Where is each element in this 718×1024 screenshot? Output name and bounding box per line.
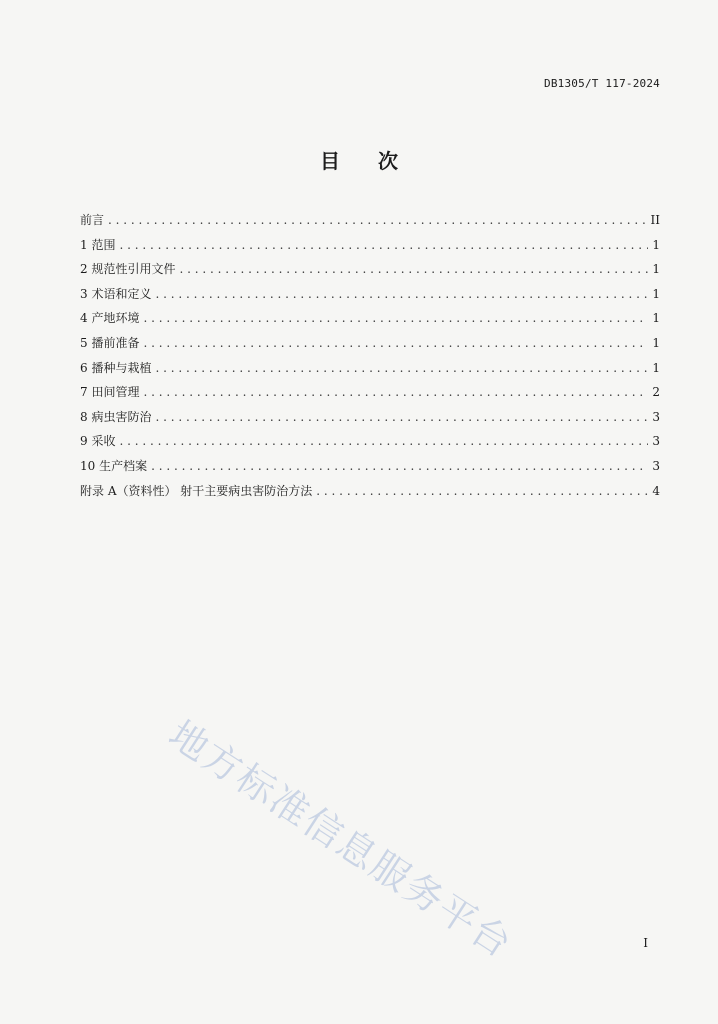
toc-page-number: 3 <box>652 409 660 424</box>
toc-leader-dots <box>179 262 648 276</box>
toc-entry-appendix-a[interactable] <box>80 482 660 507</box>
toc-label: 前言 <box>80 213 105 227</box>
toc-leader-dots <box>151 459 648 473</box>
toc-leader-dots <box>143 385 648 399</box>
toc-page-number: 4 <box>652 483 660 498</box>
toc-label: 4 产地环境 <box>80 311 140 326</box>
toc-page-number: 2 <box>652 385 660 400</box>
document-id: DB1305/T 117-2024 <box>544 77 660 90</box>
title-char-2: 次 <box>378 149 398 173</box>
toc-leader-dots <box>119 238 648 252</box>
toc-entry-scope[interactable] <box>80 236 660 261</box>
toc-leader-dots <box>155 410 648 424</box>
toc-leader-dots <box>143 311 648 325</box>
page-title <box>0 145 718 174</box>
toc-label: 2 规范性引用文件 <box>80 262 176 277</box>
watermark-text: 地方标准信息服务平台 <box>161 711 521 967</box>
toc-label: 附录 A（资料性） 射干主要病虫害防治方法 <box>80 483 313 498</box>
toc-entry-normative-references[interactable] <box>80 260 660 285</box>
toc-leader-dots <box>119 434 648 448</box>
toc-entry-pest-control[interactable] <box>80 408 660 433</box>
page-number: I <box>643 936 648 950</box>
title-char-1: 目 <box>320 149 340 173</box>
toc-page-number: 1 <box>652 237 660 252</box>
toc-page-number: 3 <box>652 434 660 449</box>
toc-label: 6 播种与栽植 <box>80 360 152 375</box>
toc-page-number: 1 <box>652 360 660 375</box>
toc-label: 10 生产档案 <box>80 458 148 473</box>
toc-page-number: 1 <box>652 262 660 277</box>
toc-leader-dots <box>155 287 648 301</box>
toc-page-number: 1 <box>652 311 660 326</box>
toc-label: 1 范围 <box>80 237 116 252</box>
toc-leader-dots <box>155 361 648 375</box>
toc-entry-production-records[interactable] <box>80 457 660 482</box>
toc-label: 5 播前准备 <box>80 335 140 350</box>
toc-page-number: 1 <box>652 286 660 301</box>
toc-entry-foreword[interactable] <box>80 211 660 236</box>
toc-leader-dots <box>108 213 647 227</box>
toc-label: 8 病虫害防治 <box>80 409 152 424</box>
toc-page-number: 1 <box>652 335 660 350</box>
toc-entry-field-management[interactable] <box>80 383 660 408</box>
toc-entry-terms-definitions[interactable] <box>80 285 660 310</box>
toc-entry-sowing-planting[interactable] <box>80 359 660 384</box>
toc-leader-dots <box>143 336 648 350</box>
toc-entry-pre-sowing[interactable] <box>80 334 660 359</box>
toc-label: 7 田间管理 <box>80 385 140 400</box>
toc-label: 3 术语和定义 <box>80 286 152 301</box>
table-of-contents <box>80 211 660 506</box>
toc-label: 9 采收 <box>80 434 116 449</box>
toc-page-number: 3 <box>652 458 660 473</box>
toc-entry-harvest[interactable] <box>80 432 660 457</box>
toc-leader-dots <box>316 484 648 498</box>
toc-page-number: II <box>650 213 660 227</box>
toc-entry-production-environment[interactable] <box>80 309 660 334</box>
